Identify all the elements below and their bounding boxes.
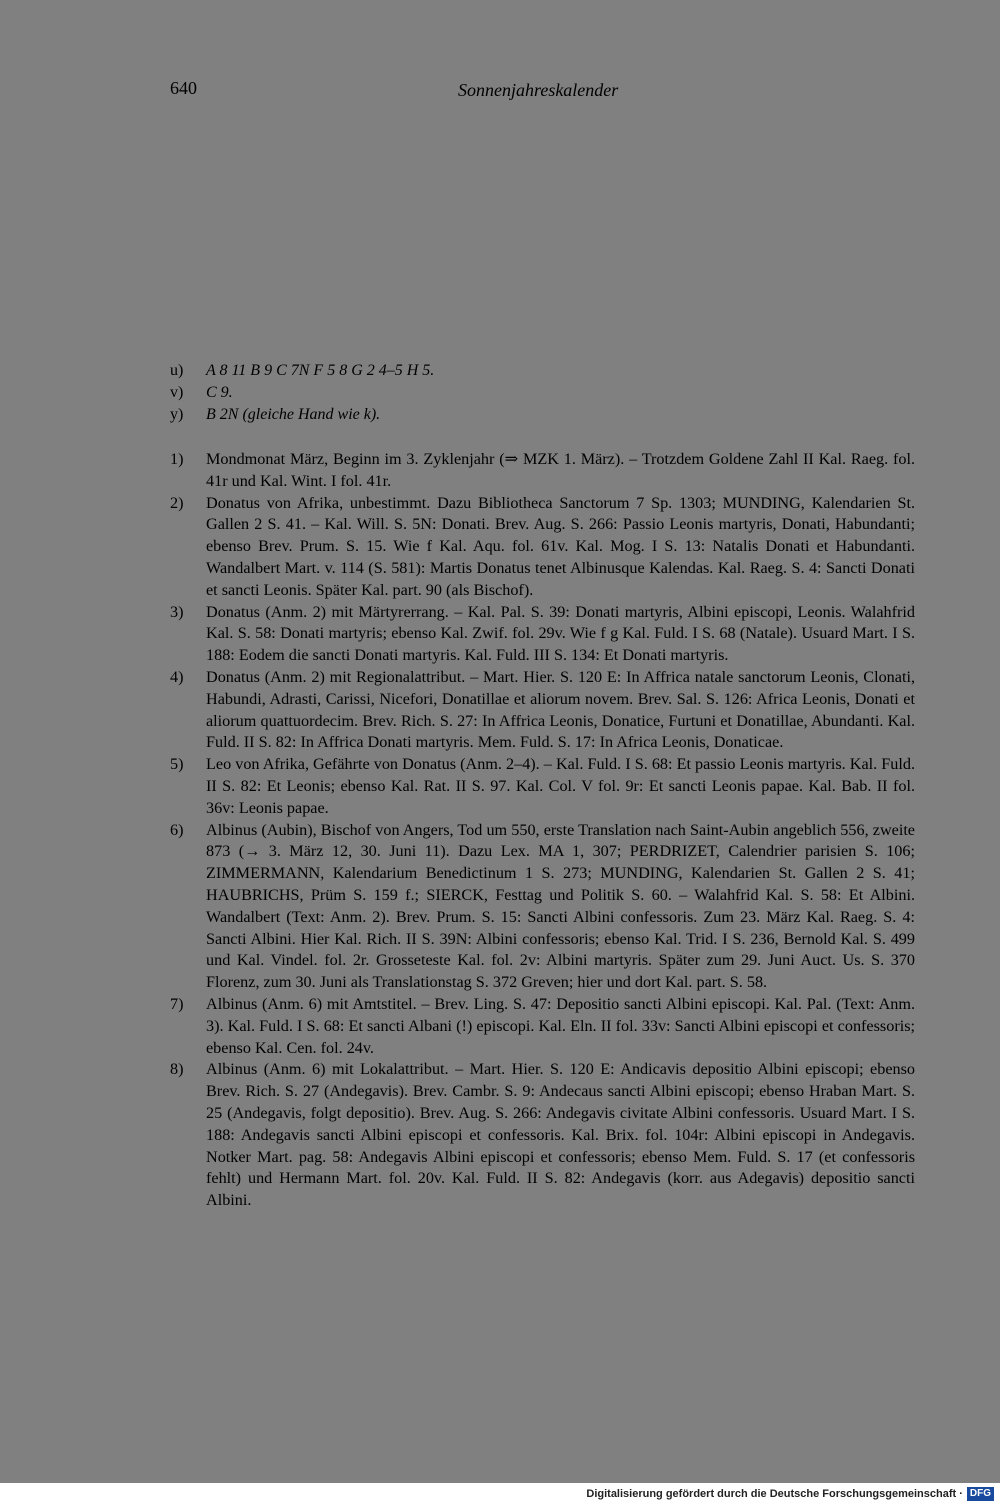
footnote-number: 7) (170, 994, 184, 1013)
footnote (170, 667, 915, 754)
footnote-number: 6) (170, 820, 184, 839)
footnote-number: 8) (170, 1060, 184, 1079)
page-number: 640 (170, 78, 197, 98)
footnote (170, 820, 915, 994)
footnote-number: 1) (170, 450, 184, 468)
running-title: Sonnenjahreskalender (458, 80, 619, 100)
variant-row (170, 360, 915, 382)
footnote-number: 3) (170, 602, 184, 621)
digitization-footer (0, 1483, 1000, 1505)
footer-text: Digitalisierung gefördert durch die Deutsche Forschungsgemeinschaft · (586, 1488, 963, 1500)
footnote-text: Donatus (Anm. 2) mit Märtyrerrang. – Kal. Pal. S. 39: Donati martyris, Albini episcopi, Leonis. Walahfrid Kal. S. 58: Donati martyris; ebenso Kal. Zwif. fol. 29v. Wie f g Kal. Fuld. I S. 68 (Natale). Usuard Mart. I S. 188: Eodem die sancti Donati martyris. Kal. Fuld. III S. 134: Et Donati martyris. (206, 602, 915, 665)
footnote-text: Leo von Afrika, Gefährte von Donatus (Anm. 2–4). – Kal. Fuld. I S. 68: Et passio Leonis martyris. Kal. Fuld. II S. 82: Et Leonis; ebenso Kal. Rat. II S. 97. Kal. Col. V fol. 9r: Et sancti Leonis papae. Kal. Bab. II fol. 36v: Leonis papae. (206, 755, 915, 817)
footnote-number: 4) (170, 667, 184, 686)
footnote-text: Donatus (Anm. 2) mit Regionalattribut. – Mart. Hier. S. 120 E: In Affrica natale sanctorum Leonis, Clonati, Habundi, Adrasti, Carissi, Nicefori, Donatillae et aliorum novem. Brev. Sal. S. 126: Africa Leonis, Donati et aliorum quattuordecim. Brev. Rich. S. 27: In Affrica Leonis, Donatice, Furtuni et Donatillae, Abundanti. Kal. Fuld. II S. 82: In Affrica Donati martyris. Mem. Fuld. S. 17: In Africa Leonis, Donaticae. (206, 667, 915, 752)
variant-row (170, 382, 915, 404)
footnote-text: Albinus (Anm. 6) mit Amtstitel. – Brev. Ling. S. 47: Depositio sancti Albini episcopi. Kal. Pal. (Text: Anm. 3). Kal. Fuld. I S. 68: Et sancti Albani (!) episcopi. Kal. Eln. II fol. 33v: Sancti Albini episcopi et confessoris; ebenso Kal. Cen. fol. 24v. (206, 994, 915, 1057)
variant-apparatus (170, 360, 915, 426)
footnote (170, 1059, 915, 1212)
variant-text: C 9. (206, 384, 233, 401)
footnote (170, 449, 915, 493)
footnote-text: Albinus (Aubin), Bischof von Angers, Tod um 550, erste Translation nach Saint-Aubin angeblich 556, zweite 873 (→ 3. März 12, 30. Juni 11). Dazu Lex. MA 1, 307; PERDRIZET, Calendrier parisien S. 106; ZIMMERMANN, Kalendarium Benedictinum 1 S. 273; MUNDING, Kalendarien St. Gallen 2 S. 41; HAUBRICHS, Prüm S. 159 f.; SIERCK, Festtag und Politik S. 60. – Walahfrid Kal. S. 58: Et Albini. Wandalbert (Text: Anm. 2). Brev. Prum. S. 15: Sancti Albini confessoris. Zum 23. März Kal. Raeg. S. 4: Sancti Albini. Hier Kal. Rich. II S. 39N: Albini confessoris; ebenso Kal. Trid. I S. 236, Bernold Kal. S. 499 und Kal. Vindel. fol. 2r. Grosseteste Kal. fol. 2v: Albini martyris. Später zum 29. Juni Auct. Us. S. 370 Florenz, zum 30. Juni als Translationstag S. 372 Greven; hier und dort Kal. part. S. 58. (206, 820, 915, 992)
variant-key: v) (170, 384, 184, 401)
footnotes (170, 449, 915, 1212)
variant-text: A 8 11 B 9 C 7N F 5 8 G 2 4–5 H 5. (206, 362, 435, 379)
footnote (170, 493, 915, 602)
dfg-logo: DFG (967, 1487, 994, 1501)
footnote-text: Albinus (Anm. 6) mit Lokalattribut. – Mart. Hier. S. 120 E: Andicavis depositio Albini episcopi; ebenso Brev. Rich. S. 27 (Andegavis). Brev. Cambr. S. 9: Andecaus sancti Albini episcopi; ebenso Hraban Mart. S. 25 (Andegavis, folgt depositio). Brev. Aug. S. 266: Andegavis civitate Albini confessoris. Usuard Mart. I S. 188: Andegavis sancti Albini episcopi et confessoris. Kal. Brix. fol. 104r: Albini episcopi in Andegavis. Notker Mart. pag. 58: Andegavis Albini episcopi et confessoris; ebenso Mem. Fuld. S. 17 (et confessoris fehlt) und Hermann Mart. fol. 20v. Kal. Fuld. II S. 82: Andegavis (korr. aus Adegavis) depositio sancti Albini. (206, 1060, 915, 1210)
footnote (170, 754, 915, 819)
footnote (170, 994, 915, 1059)
footnote (170, 602, 915, 667)
variant-key: u) (170, 362, 184, 379)
variant-text: B 2N (gleiche Hand wie k). (206, 406, 381, 423)
variant-key: y) (170, 406, 184, 423)
footnote-number: 2) (170, 493, 184, 512)
footnote-number: 5) (170, 755, 184, 774)
footnote-text: Donatus von Afrika, unbestimmt. Dazu Bibliotheca Sanctorum 7 Sp. 1303; MUNDING, Kalendarien St. Gallen 2 S. 41. – Kal. Will. S. 5N: Donati. Brev. Aug. S. 266: Passio Leonis martyris, Donati, Habundanti; ebenso Brev. Prum. S. 15. Wie f Kal. Aqu. fol. 61v. Kal. Mog. I S. 13: Natalis Donati et Habundanti. Wandalbert Mart. v. 114 (S. 581): Martis Donatus tenet Albinusque Kalendas. Kal. Raeg. S. 4: Sancti Donati et sancti Leonis. Später Kal. part. 90 (als Bischof). (206, 493, 915, 599)
variant-row (170, 404, 915, 426)
footnote-text: Mondmonat März, Beginn im 3. Zyklenjahr (⇒ MZK 1. März). – Trotzdem Goldene Zahl II Kal. Raeg. fol. 41r und Kal. Wint. I fol. 41r. (206, 450, 915, 490)
